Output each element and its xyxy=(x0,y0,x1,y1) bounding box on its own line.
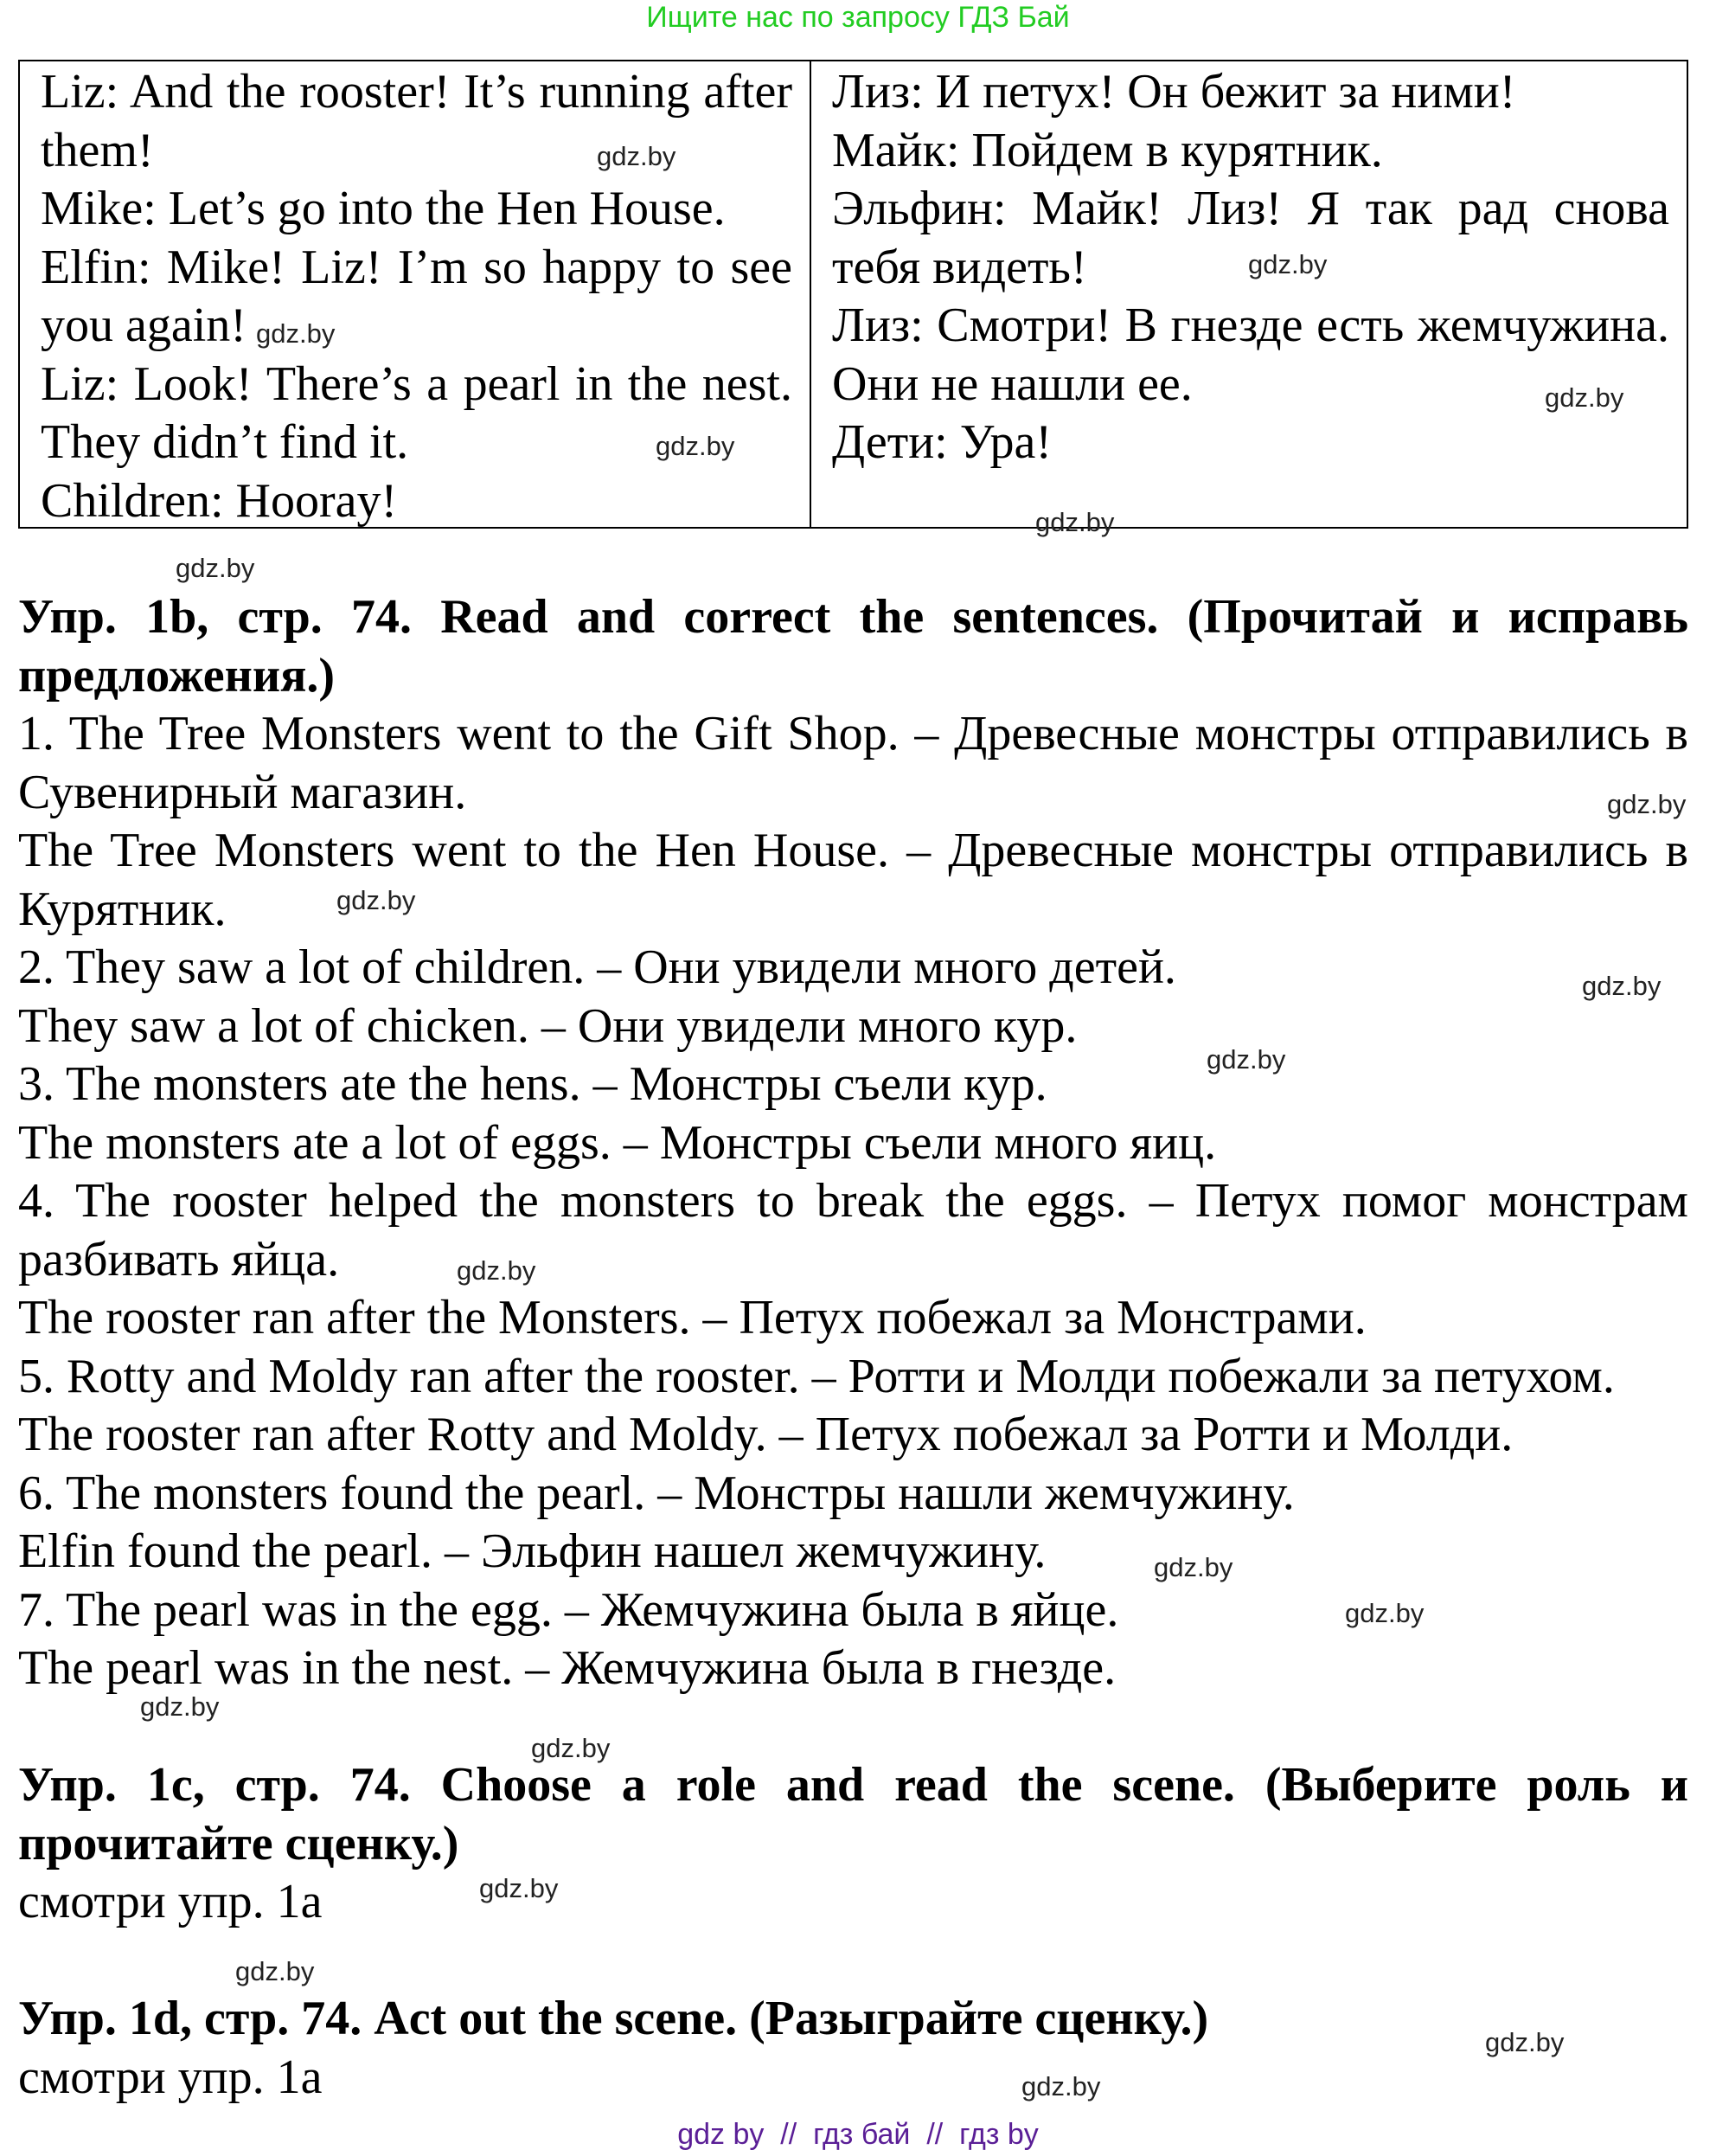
dialog-table xyxy=(18,60,1688,529)
watermark: gdz.by xyxy=(656,431,735,461)
answer-line: 2. They saw a lot of children. – Они увидели много детей. xyxy=(18,940,1176,994)
watermark: gdz.by xyxy=(176,553,255,583)
watermark: gdz.by xyxy=(1207,1044,1286,1075)
dialog-line: Лиз: Смотри! В гнезде есть жемчужина. Они не нашли ее. xyxy=(832,298,1669,411)
answer-line: 5. Rotty and Moldy ran after the rooster. – Ротти и Молди побежали за петухом. xyxy=(18,1349,1615,1403)
watermark: gdz.by xyxy=(1607,789,1687,819)
answer-line: The pearl was in the nest. – Жемчужина была в гнезде. xyxy=(18,1641,1117,1695)
exercise-1c-heading: Упр. 1c, стр. 74. Choose a role and read the scene. (Выберите роль и прочитайте сценку.) xyxy=(18,1758,1688,1870)
watermark: gdz.by xyxy=(1248,249,1328,279)
exercise-1c-text: смотри упр. 1a xyxy=(18,1875,323,1928)
exercise-1d-text: смотри упр. 1a xyxy=(18,2050,323,2104)
watermark: gdz.by xyxy=(1545,382,1624,413)
dialog-line: Лиз: И петух! Он бежит за ними! xyxy=(832,65,1516,119)
watermark: gdz.by xyxy=(336,885,416,915)
watermark: gdz.by xyxy=(1582,971,1662,1001)
watermark: gdz.by xyxy=(597,141,676,171)
dialog-line: Liz: Look! There’s a pearl in the nest. They didn’t find it. xyxy=(41,356,792,469)
answer-line: 4. The rooster helped the monsters to break the eggs. – Петух помог монстрам разбивать яйца. xyxy=(18,1174,1688,1287)
answer-line: Elfin found the pearl. – Эльфин нашел жемчужину. xyxy=(18,1524,1047,1578)
watermark: gdz.by xyxy=(1154,1552,1233,1582)
answer-line: They saw a lot of chicken. – Они увидели много кур. xyxy=(18,998,1078,1053)
answer-line: 3. The monsters ate the hens. – Монстры съели кур. xyxy=(18,1057,1047,1111)
dialog-line: Майк: Пойдем в курятник. xyxy=(832,123,1383,177)
watermark: gdz.by xyxy=(1345,1598,1425,1628)
exercise-1d-heading: Упр. 1d, стр. 74. Act out the scene. (Разыграйте сценку.) xyxy=(18,1992,1209,2045)
dialog-russian-column xyxy=(811,61,1687,527)
dialog-line: Эльфин: Майк! Лиз! Я так рад снова тебя видеть! xyxy=(832,182,1669,294)
dialog-line: Children: Hooray! xyxy=(41,473,398,528)
watermark: gdz.by xyxy=(479,1873,559,1903)
dialog-line: Mike: Let’s go into the Hen House. xyxy=(41,182,726,235)
watermark: gdz.by xyxy=(1485,2027,1565,2057)
exercise-1b-heading: Упр. 1b, стр. 74. Read and correct the sentences. (Прочитай и исправь предложения.) xyxy=(18,590,1688,703)
answer-line: The monsters ate a lot of eggs. – Монстры съели много яиц. xyxy=(18,1115,1217,1170)
watermark: gdz.by xyxy=(531,1733,611,1763)
footer-links[interactable]: gdz by // гдз бай // гдз by xyxy=(677,2118,1039,2151)
answer-line: 6. The monsters found the pearl. – Монстры нашли жемчужину. xyxy=(18,1466,1295,1520)
watermark: gdz.by xyxy=(1035,507,1115,537)
answer-line: The rooster ran after Rotty and Moldy. – Петух побежал за Ротти и Молди. xyxy=(18,1408,1514,1461)
answer-line: 1. The Tree Monsters went to the Gift Shop. – Древесные монстры отправились в Сувенирный магазин. xyxy=(18,707,1688,819)
dialog-line: Liz: And the rooster! It’s running after them! xyxy=(41,65,792,177)
search-hint-banner[interactable]: Ищите нас по запросу ГДЗ Бай xyxy=(646,1,1070,34)
watermark: gdz.by xyxy=(140,1691,220,1722)
watermark: gdz.by xyxy=(235,1956,315,1986)
watermark: gdz.by xyxy=(1021,2071,1101,2101)
answer-line: The Tree Monsters went to the Hen House. – Древесные монстры отправились в Курятник. xyxy=(18,824,1688,936)
exercises xyxy=(18,588,1688,2107)
watermark: gdz.by xyxy=(457,1255,536,1286)
answer-line: 7. The pearl was in the egg. – Жемчужина была в яйце. xyxy=(18,1582,1119,1637)
watermark: gdz.by xyxy=(256,318,336,349)
dialog-line: Elfin: Mike! Liz! I’m so happy to see you again! xyxy=(41,240,792,352)
answer-line: The rooster ran after the Monsters. – Петух побежал за Монстрами. xyxy=(18,1291,1367,1344)
dialog-line: Дети: Ура! xyxy=(832,415,1052,469)
